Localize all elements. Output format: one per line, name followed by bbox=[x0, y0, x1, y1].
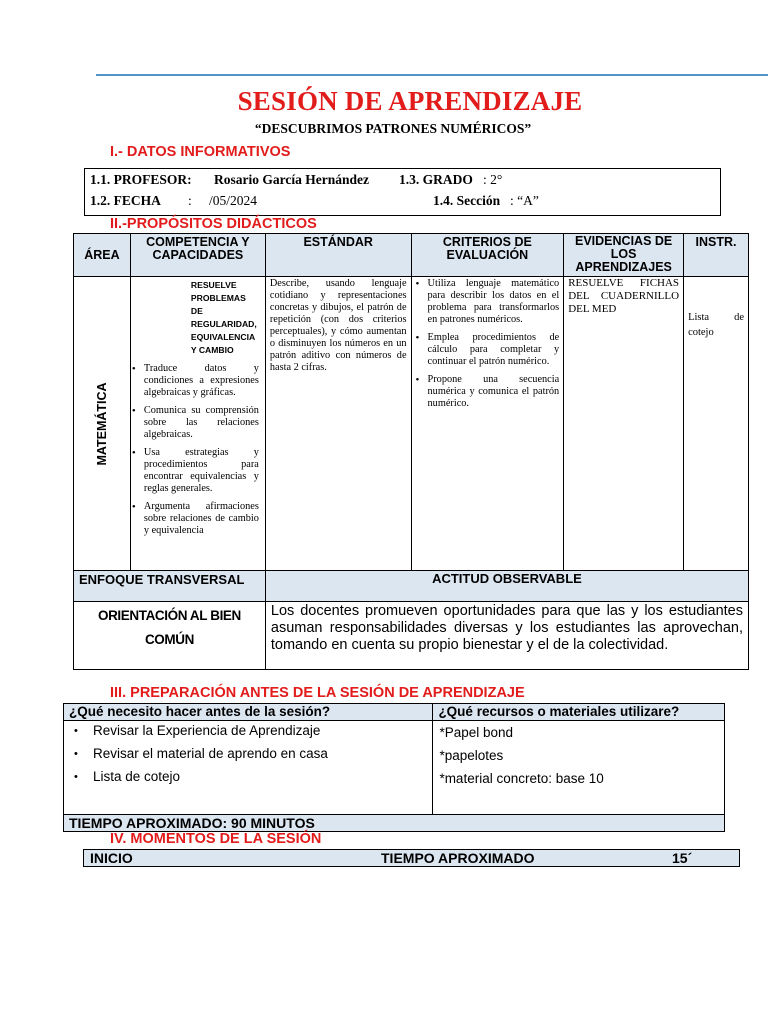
fecha-colon: : bbox=[188, 193, 192, 208]
capacidad-item: • Traduce datos y condiciones a expresiones algebraicas y gráficas. bbox=[130, 363, 259, 399]
header-evidencias: EVIDENCIAS DE LOS APRENDIZAJES bbox=[564, 234, 684, 277]
grado-value: : 2° bbox=[483, 172, 503, 187]
seccion-label: 1.4. Sección bbox=[433, 193, 501, 208]
seccion-value: : “A” bbox=[510, 193, 539, 208]
section-heading-datos: I.- DATOS INFORMATIVOS bbox=[110, 144, 291, 160]
header-rule bbox=[96, 74, 768, 76]
tiempo-total: TIEMPO APROXIMADO: 90 MINUTOS bbox=[64, 815, 725, 832]
estandar-cell bbox=[265, 277, 411, 571]
area-label: MATEMÁTICA bbox=[94, 381, 109, 466]
fecha-value: /05/2024 bbox=[209, 193, 258, 208]
preparacion-table bbox=[63, 703, 725, 832]
criterios-cell bbox=[411, 277, 564, 571]
fecha-label: 1.2. FECHA bbox=[90, 193, 161, 208]
datos-informativos-box bbox=[84, 168, 721, 216]
recurso-item: *papelotes bbox=[439, 748, 504, 763]
momento-tiempo-value: 15´ bbox=[672, 850, 693, 866]
section-heading-preparacion: III. PREPARACIÓN ANTES DE LA SESIÓN DE APRENDIZAJE bbox=[110, 685, 525, 701]
recursos-cell bbox=[433, 721, 725, 815]
propositos-table bbox=[73, 233, 749, 670]
page-title: SESIÓN DE APRENDIZAJE bbox=[237, 86, 583, 116]
competencia-title: RESUELVE PROBLEMAS DE REGULARIDAD, EQUIVALENCIA Y CAMBIO bbox=[190, 280, 257, 355]
momento-inicio-bar bbox=[83, 849, 740, 867]
momento-inicio-label: INICIO bbox=[90, 850, 133, 866]
header-area: ÁREA bbox=[74, 234, 131, 277]
antes-list bbox=[70, 723, 432, 785]
evidencias-cell bbox=[564, 277, 684, 571]
capacidad-item: • Usa estrategias y procedimientos para encontrar equivalencias y reglas generales. bbox=[130, 447, 259, 495]
header-instr: INSTR. bbox=[684, 234, 749, 277]
instr-text: Lista de cotejo bbox=[688, 312, 744, 338]
antes-item: • Lista de cotejo bbox=[70, 769, 432, 785]
profesor-value: Rosario García Hernández bbox=[214, 172, 369, 187]
competencia-cell bbox=[130, 277, 265, 571]
antes-cell bbox=[64, 721, 433, 815]
header-criterios: CRITERIOS DE EVALUACIÓN bbox=[411, 234, 564, 277]
area-cell bbox=[74, 277, 131, 571]
antes-item: • Revisar la Experiencia de Aprendizaje bbox=[70, 723, 432, 739]
header-estandar: ESTÁNDAR bbox=[265, 234, 411, 277]
criterio-item: • Propone una secuencia numérica y comunica el patrón numérico. bbox=[414, 374, 560, 410]
recurso-item: *material concreto: base 10 bbox=[439, 771, 604, 786]
instr-cell bbox=[684, 277, 749, 571]
antes-item: • Revisar el material de aprendo en casa bbox=[70, 746, 432, 762]
preparacion-q2: ¿Qué recursos o materiales utilizare? bbox=[433, 704, 725, 721]
page-subtitle: “DESCUBRIMOS PATRONES NUMÉRICOS” bbox=[254, 121, 532, 136]
actitud-header: ACTITUD OBSERVABLE bbox=[265, 571, 748, 602]
capacidad-item: • Argumenta afirmaciones sobre relaciones de cambio y equivalencia bbox=[130, 501, 259, 537]
evidencias-text: RESUELVE FICHAS DEL CUADERNILLO DEL MED bbox=[568, 277, 680, 315]
capacidad-item: • Comunica su comprensión sobre las relaciones algebraicas. bbox=[130, 405, 259, 441]
enfoque-value: ORIENTACIÓN AL BIEN COMÚN bbox=[74, 602, 266, 670]
grado-label: 1.3. GRADO bbox=[399, 172, 473, 187]
profesor-label: 1.1. PROFESOR: bbox=[90, 172, 192, 187]
section-heading-momentos: IV. MOMENTOS DE LA SESIÓN bbox=[110, 831, 322, 847]
preparacion-q1: ¿Qué necesito hacer antes de la sesión? bbox=[64, 704, 433, 721]
header-competencia: COMPETENCIA Y CAPACIDADES bbox=[130, 234, 265, 277]
momento-tiempo-label: TIEMPO APROXIMADO bbox=[381, 850, 535, 866]
recurso-item: *Papel bond bbox=[439, 725, 514, 740]
criterio-item: • Utiliza lenguaje matemático para describir los datos en el problema para transformarlos en patrones numéricos. bbox=[414, 278, 560, 326]
actitud-value: Los docentes promueven oportunidades para que las y los estudiantes asuman responsabilidades diversas y los estudiantes las aprovechan, tomando en cuenta su propio bienestar y el de la colectividad. bbox=[265, 602, 748, 670]
estandar-text: Describe, usando lenguaje cotidiano y representaciones concretas y dibujos, el patrón de repetición (con dos criterios perceptuales), y cómo aumentan o disminuyen los números en un patrón aditivo con números de hasta 2 cifras. bbox=[269, 278, 407, 373]
criterio-item: • Emplea procedimientos de cálculo para completar y continuar el patrón numérico. bbox=[414, 332, 560, 368]
criterios-list bbox=[414, 278, 560, 410]
section-heading-propositos: II.-PROPÓSITOS DIDÁCTICOS bbox=[110, 216, 317, 232]
capacidades-list bbox=[130, 363, 259, 537]
enfoque-header: ENFOQUE TRANSVERSAL bbox=[74, 571, 266, 602]
